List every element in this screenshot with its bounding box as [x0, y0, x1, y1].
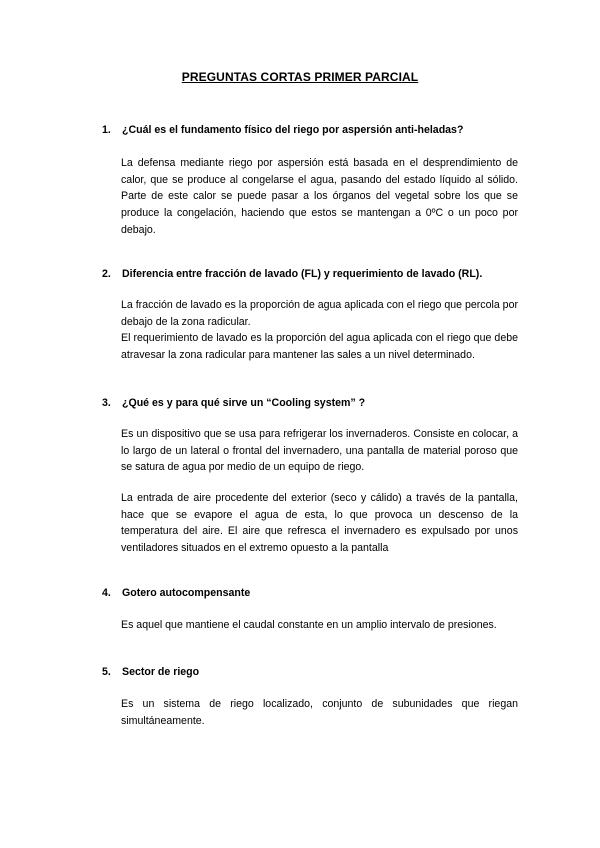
answer-5 [121, 696, 518, 729]
question-text: ¿Qué es y para qué sirve un “Cooling system” ? [122, 397, 366, 409]
question-number: 2. [102, 268, 111, 280]
document-title: PREGUNTAS CORTAS PRIMER PARCIAL [181, 70, 419, 84]
question-text: Diferencia entre fracción de lavado (FL) y requerimiento de lavado (RL). [122, 268, 483, 280]
question-3-heading [102, 397, 365, 409]
answer-paragraph: La entrada de aire procedente del exterior (seco y cálido) a través de la pantalla, hace que se evapore el agua de esta, lo que provoca un descenso de la temperatura del aire. El aire que refresca el invernadero es expulsado por unos ventiladores situados en el extremo opuesto a la pantalla [121, 492, 518, 555]
question-number: 5. [102, 666, 111, 678]
answer-paragraph: El requerimiento de lavado es la proporción del agua aplicada con el riego que debe atravesar la zona radicular para mantener las sales a un nivel determinado. [121, 332, 518, 362]
question-4-heading [102, 587, 250, 599]
answer-paragraph: La defensa mediante riego por aspersión está basada en el desprendimiento de calor, que se produce al congelarse el agua, pasando del estado líquido al sólido. Parte de este calor se puede pasar a los órganos del vegetal sobre los que se produce la congelación, haciendo que estos se mantengan a 0ºC o un poco por debajo. [121, 157, 518, 236]
answer-paragraph: Es aquel que mantiene el caudal constante en un amplio intervalo de presiones. [121, 619, 497, 631]
answer-1 [121, 155, 518, 239]
answer-paragraph: Es un sistema de riego localizado, conjunto de subunidades que riegan simultáneamente. [121, 698, 518, 727]
question-text: Sector de riego [122, 666, 200, 678]
answer-3a [121, 426, 518, 476]
question-text: Gotero autocompensante [122, 587, 251, 599]
question-number: 3. [102, 397, 111, 409]
answer-paragraph: Es un dispositivo que se usa para refrigerar los invernaderos. Consiste en colocar, a lo largo de un lateral o frontal del invernadero, una pantalla de material poroso que se satura de agua por medio de un equipo de riego. [121, 428, 518, 474]
answer-4 [121, 617, 518, 634]
question-number: 4. [102, 587, 111, 599]
answer-2 [121, 297, 518, 364]
question-2-heading [102, 268, 482, 280]
question-number: 1. [102, 124, 111, 136]
question-text: ¿Cuál es el fundamento físico del riego por aspersión anti-heladas? [122, 124, 464, 136]
question-5-heading [102, 666, 199, 678]
answer-3b [121, 490, 518, 557]
answer-paragraph: La fracción de lavado es la proporción de agua aplicada con el riego que percola por debajo de la zona radicular. [121, 299, 518, 328]
question-1-heading [102, 124, 463, 136]
